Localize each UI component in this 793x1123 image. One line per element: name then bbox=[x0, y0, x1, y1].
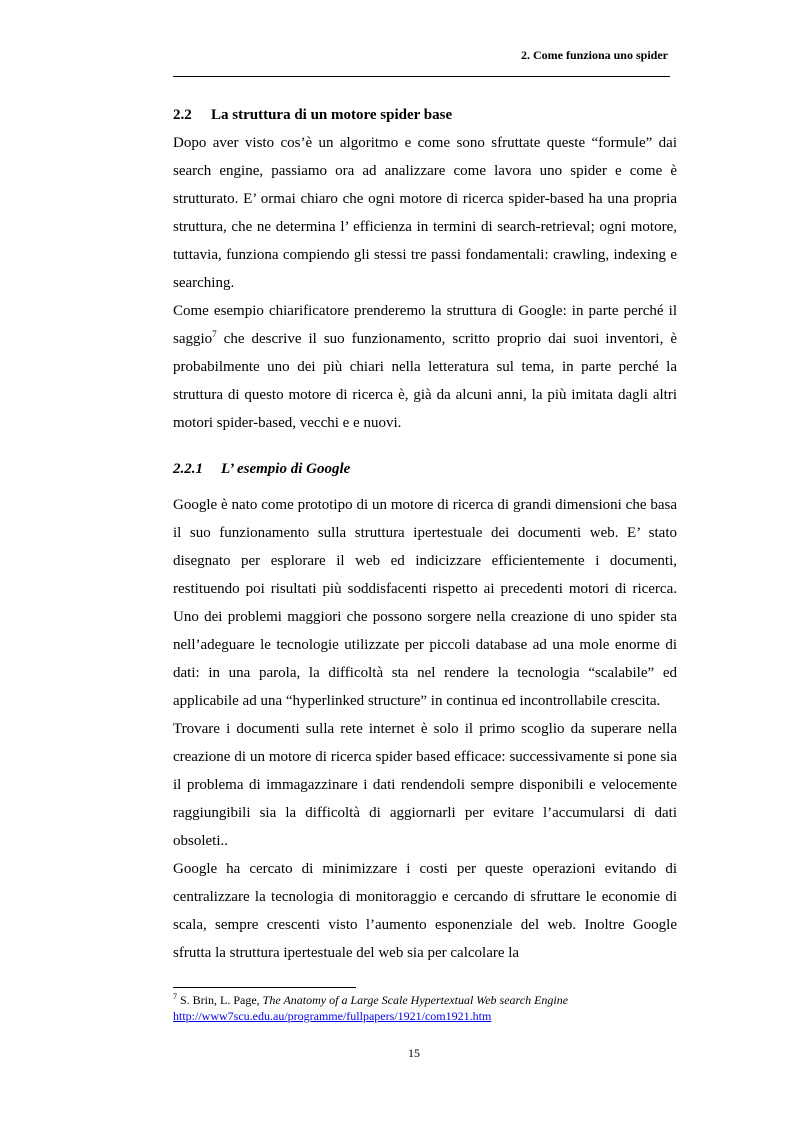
section-title: La struttura di un motore spider base bbox=[211, 107, 453, 123]
footnote-reference[interactable]: 7 bbox=[212, 329, 217, 339]
section-heading bbox=[173, 102, 677, 129]
footnote-rule bbox=[173, 987, 356, 988]
paragraph-2 bbox=[173, 297, 677, 437]
paragraph-2-before: Come esempio chiarificatore prenderemo la struttura di Google: in parte perché il saggio bbox=[173, 303, 677, 347]
footnote-title: The Anatomy of a Large Scale Hypertextual Web search Engine bbox=[262, 993, 569, 1007]
footnote-link[interactable]: http://www7scu.edu.au/programme/fullpapers/1921/com1921.htm bbox=[173, 1009, 492, 1023]
paragraph-5: Google ha cercato di minimizzare i costi per queste operazioni evitando di centralizzare la tecnologia di monitoraggio e cercando di sfruttare le economie di scala, sempre crescenti visto l’aumento esponenziale del web. Inoltre Google sfrutta la struttura ipertestuale del web sia per calcolare la bbox=[173, 861, 677, 961]
paragraph-4: Trovare i documenti sulla rete internet è solo il primo scoglio da superare nella creazione di un motore di ricerca spider based efficace: successivamente si pone sia il problema di immagazzinare i dati rendendoli sempre disponibili e velocemente raggiungibili sia la difficoltà di aggiornarli per evitare l’accumularsi di dati obsoleti.. bbox=[173, 721, 677, 849]
subsection-heading bbox=[173, 455, 677, 483]
header-rule bbox=[173, 76, 670, 77]
paragraph-1: Dopo aver visto cos’è un algoritmo e come sono sfruttate queste “formule” dai search engine, passiamo ora ad analizzare come lavora uno spider e come è strutturato. E’ ormai chiaro che ogni motore di ricerca spider-based ha una propria struttura, che ne determina l’ efficienza in termini di search-retrieval; ogni motore, tuttavia, funziona compiendo gli stessi tre passi fondamentali: crawling, indexing e searching. bbox=[173, 135, 677, 291]
footnote-authors: S. Brin, L. Page, bbox=[177, 993, 263, 1007]
footnote-mark: 7 bbox=[173, 992, 177, 1001]
footnote bbox=[173, 992, 693, 1024]
page-content bbox=[173, 102, 677, 967]
section-number: 2.2 bbox=[173, 107, 192, 123]
paragraph-2-after: che descrive il suo funzionamento, scritto proprio dai suoi inventori, è probabilmente uno dei più chiari nella letteratura sul tema, in parte perché la struttura di questo motore di ricerca è, già da alcuni anni, la più imitata dagli altri motori spider-based, vecchi e e nuovi. bbox=[173, 331, 677, 431]
subsection-number: 2.2.1 bbox=[173, 461, 203, 477]
paragraph-3: Google è nato come prototipo di un motore di ricerca di grandi dimensioni che basa il suo funzionamento sulla struttura ipertestuale dei documenti web. E’ stato disegnato per esplorare il web ed indicizzare efficientemente i documenti, restituendo poi risultati più soddisfacenti rispetto ai precedenti motori di ricerca. Uno dei problemi maggiori che possono sorgere nella creazione di uno spider sta nell’adeguare le tecnologie utilizzate per piccoli database ad una mole enorme di dati: in una parola, la difficoltà sta nel rendere la tecnologia “scalabile” ed applicabile ad una “hyperlinked structure” in continua ed incontrollabile crescita. bbox=[173, 497, 677, 709]
subsection-title: L’ esempio di Google bbox=[221, 461, 351, 477]
running-header: 2. Come funziona uno spider bbox=[520, 48, 668, 62]
page-number: 15 bbox=[408, 1046, 420, 1060]
